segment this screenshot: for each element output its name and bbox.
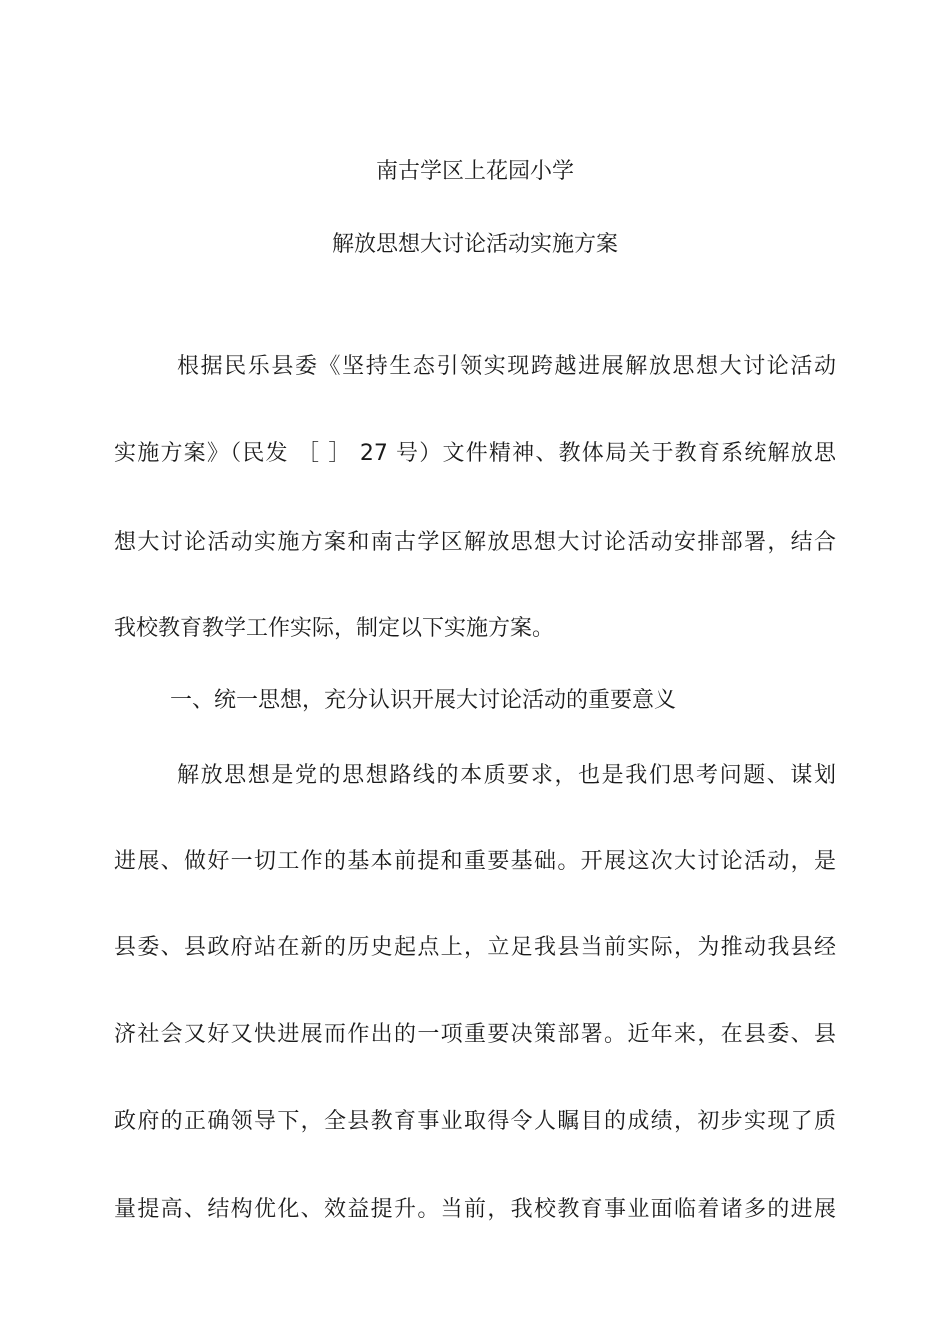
paragraph-2-line-3: 县委、县政府站在新的历史起点上，立足我县当前实际，为推动我县经 — [114, 935, 836, 960]
paragraph-2-line-5: 政府的正确领导下，全县教育事业取得令人瞩目的成绩，初步实现了质 — [114, 1109, 836, 1134]
paragraph-2-line-4: 济社会又好又快进展而作出的一项重要决策部署。近年来，在县委、县 — [114, 1022, 836, 1047]
section-1-heading: 一、统一思想，充分认识开展大讨论活动的重要意义 — [170, 688, 677, 713]
document-title-line-1: 南古学区上花园小学 — [375, 159, 574, 184]
paragraph-1-line-3: 想大讨论活动实施方案和南古学区解放思想大讨论活动安排部署，结合 — [114, 530, 836, 555]
paragraph-1-line-4: 我校教育教学工作实际，制定以下实施方案。 — [114, 616, 555, 641]
paragraph-2-line-2: 进展、做好一切工作的基本前提和重要基础。开展这次大讨论活动，是 — [114, 849, 836, 874]
paragraph-1-line-1: 根据民乐县委《坚持生态引领实现跨越进展解放思想大讨论活动 — [177, 354, 836, 379]
document-title-line-2: 解放思想大讨论活动实施方案 — [331, 232, 618, 257]
paragraph-2-line-1: 解放思想是党的思想路线的本质要求，也是我们思考问题、谋划 — [177, 763, 836, 788]
paragraph-2-line-6: 量提高、结构优化、效益提升。当前，我校教育事业面临着诸多的进展 — [114, 1197, 836, 1222]
paragraph-1-line-2: 实施方案》（民发 ［ ］ 27 号）文件精神、教体局关于教育系统解放思 — [114, 441, 836, 466]
